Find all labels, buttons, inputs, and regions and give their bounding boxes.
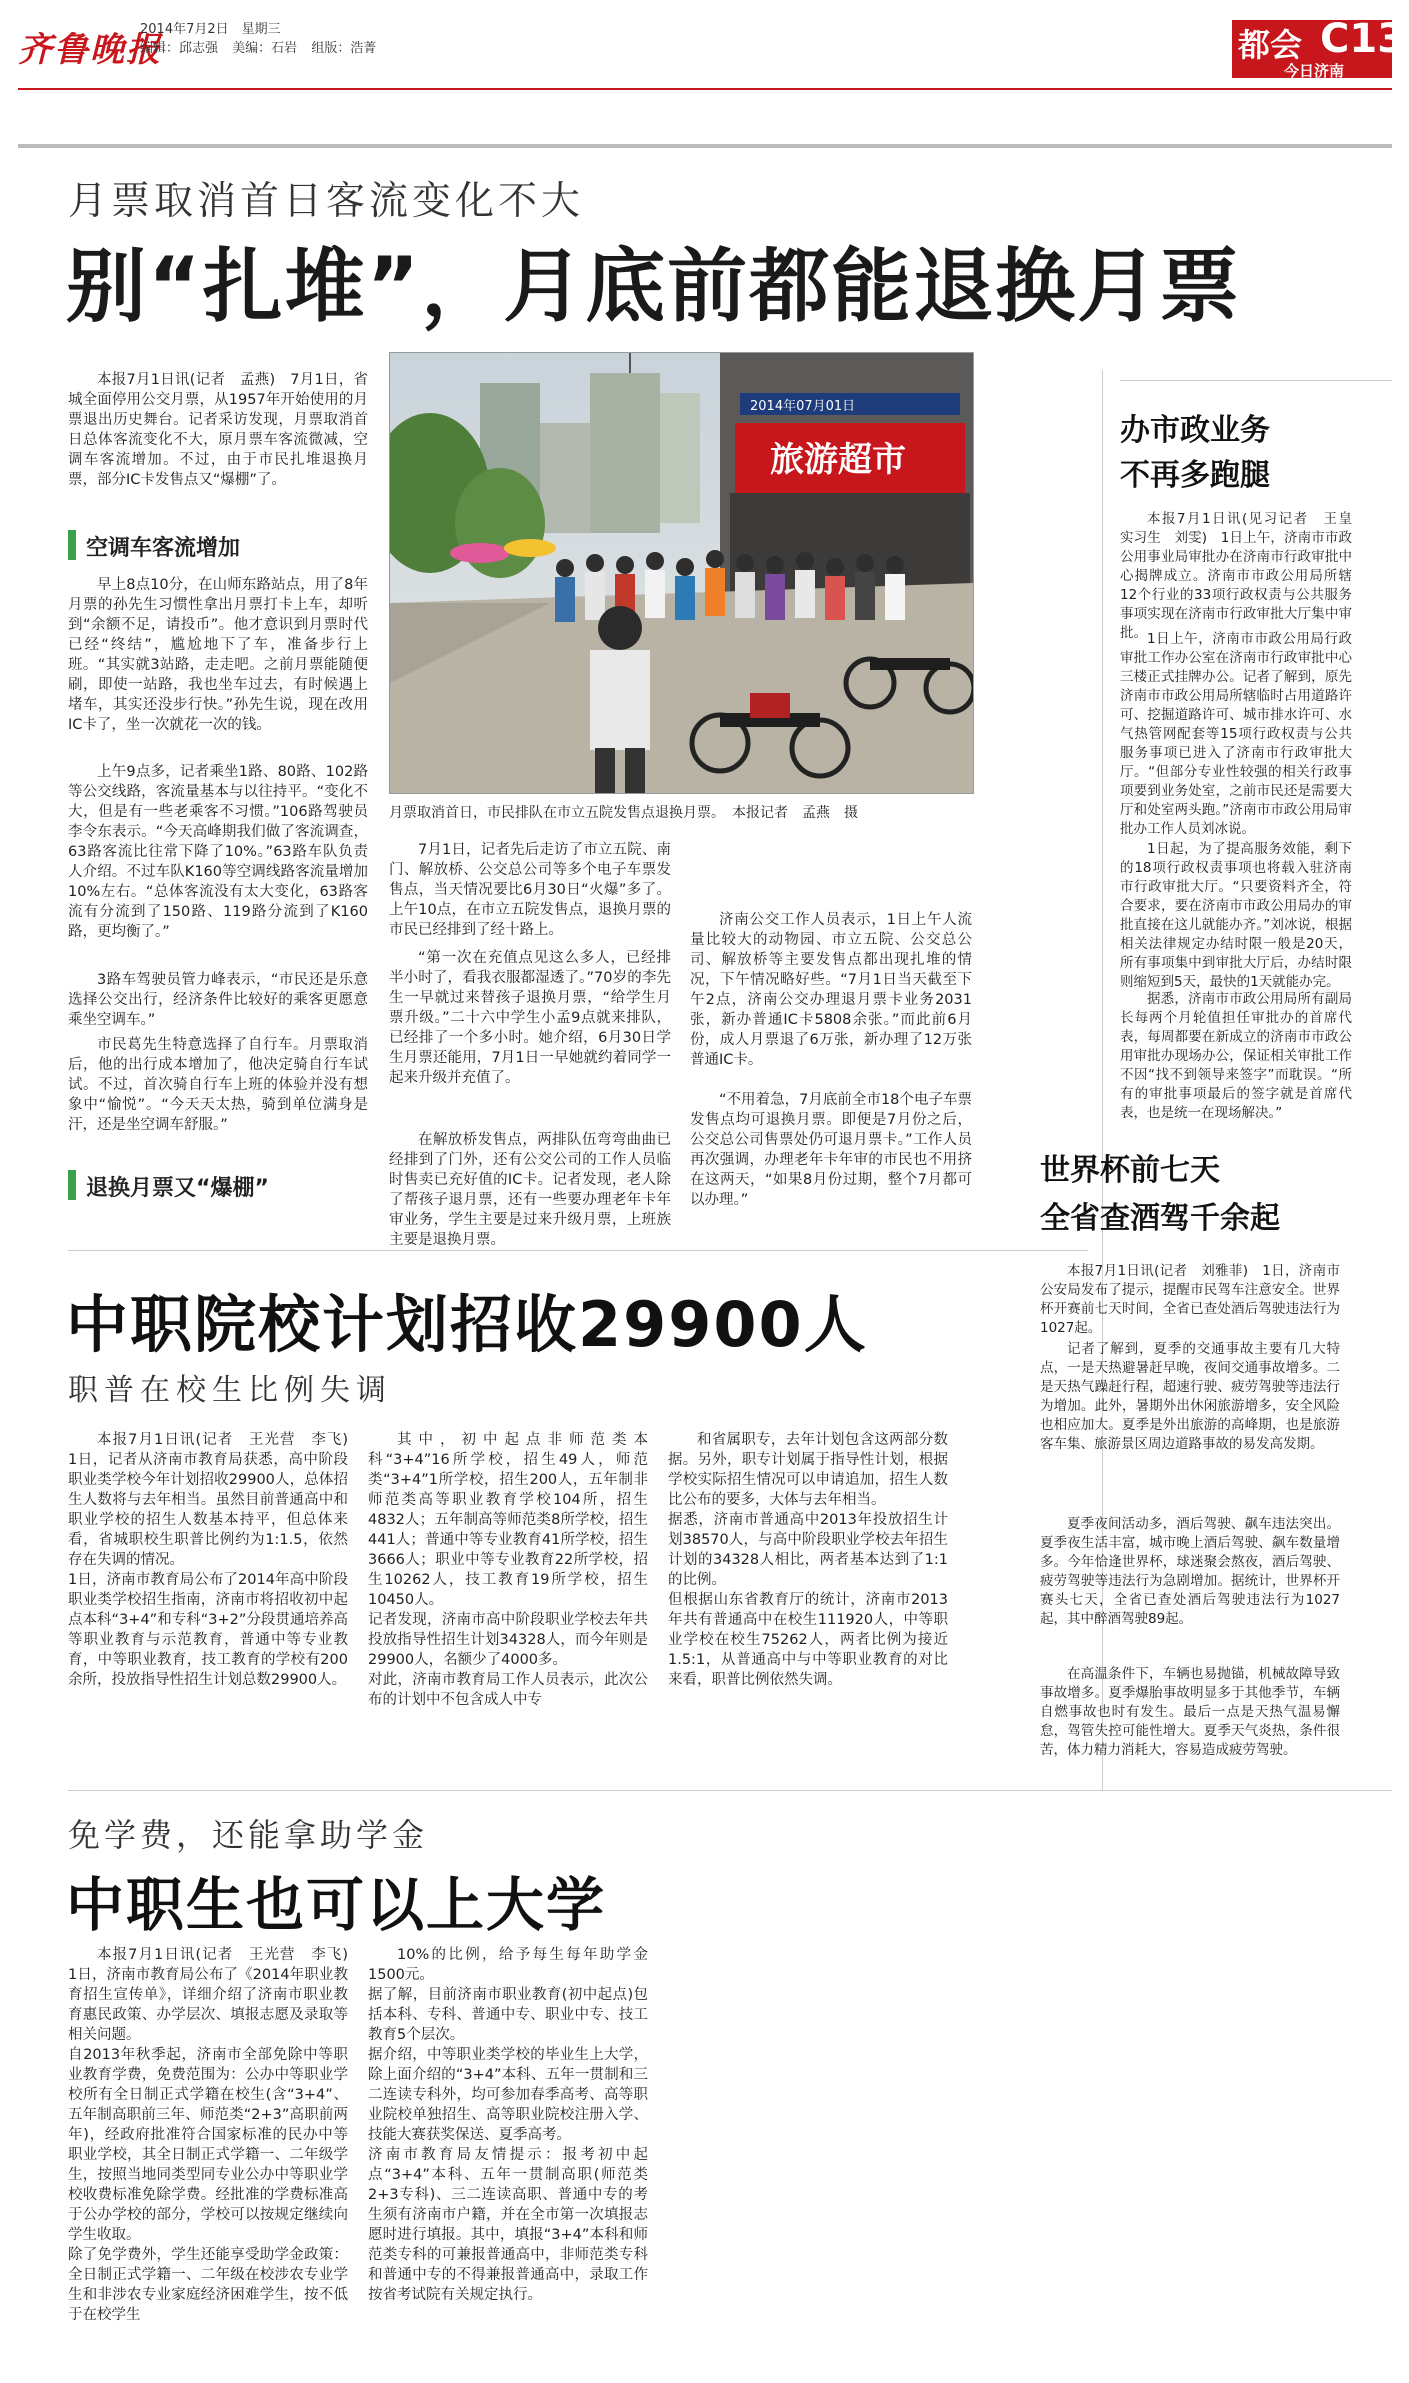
subhead-marker xyxy=(68,1170,76,1200)
side2-paragraph: 夏季夜间活动多，酒后驾驶、飙车违法突出。夏季夜生活丰富，城市晚上酒后驾驶、飙车数量增多。今年恰逢世界杯，球迷聚会熬夜，酒后驾驶、疲劳驾驶等违法行为急剧增加。据统计，世界杯开赛头七天，全省已查处酒后驾驶违法行为1027起，其中醉酒驾驶89起。 xyxy=(1040,1516,1340,1627)
queue-scene-illustration xyxy=(390,353,973,793)
side2-paragraph: 在高温条件下，车辆也易抛锚，机械故障导致事故增多。夏季爆胎事故明显多于其他季节，车辆自燃事故也时有发生。最后一点是天热气温易懈怠，驾管失控可能性增大。夏季天气炎热，条件很苦，体力精力消耗大，容易造成疲劳驾驶。 xyxy=(1040,1666,1340,1758)
lead-paragraph: 济南公交工作人员表示，1日上午人流量比较大的动物园、市立五院、公交总公司、解放桥等主要发售点都出现扎堆的情况，下午情况略好些。“7月1日当天截至下午2点，济南公交办理退月票卡业务2031张，新办普通IC卡5808余张。”而此前6月份，成人月票退了6万张，新办理了12万张普通IC卡。 xyxy=(690,912,972,1068)
art-credit: 美编：石岩 xyxy=(232,41,298,56)
story-divider xyxy=(68,1790,1392,1791)
lead-paragraph: 在解放桥发售点，两排队伍弯弯曲曲已经排到了门外，还有公交公司的工作人员临时售卖已充好值的IC卡。记者发现，老人除了帮孩子退月票，还有一些要办理老年卡年审业务，学生主要是过来升级月票，上班族主要是退换月票。 xyxy=(389,1132,671,1248)
editor-credit: 编辑：邱志强 xyxy=(140,41,219,56)
lead-paragraph: 7月1日，记者先后走访了市立五院、南门、解放桥、公交总公司等多个电子车票发售点，当天情况要比6月30日“火爆”多了。上午10点，在市立五院发售点，退换月票的市民已经排到了经十路上。 xyxy=(389,842,671,938)
lead-paragraph: “第一次在充值点见这么多人，已经排半小时了，看我衣服都湿透了。”70岁的李先生一早就过来替孩子退换月票，“给学生月票升级。”二十六中学生小孟9点就来排队，已经排了一个多小时。她介绍，6月30日学生月票还能用，7月1日一早她就约着同学一起来升级并充值了。 xyxy=(389,950,671,1086)
side2-paragraph: 记者了解到，夏季的交通事故主要有几大特点，一是天热避暑赶早晚，夜间交通事故增多。二是天热气躁赶行程，超速行驶、疲劳驾驶等违法行为增加。此外，暑期外出休闲旅游增多，安全风险也相应加大。夏季是外出旅游的高峰期，也是旅游客车集、旅游景区周边道路事故的易发高发期。 xyxy=(1040,1341,1340,1452)
side2-title-line2: 全省查酒驾千余起 xyxy=(1040,1201,1280,1236)
page-number: C13 xyxy=(1320,16,1406,62)
story-divider xyxy=(68,1250,1088,1251)
side1-title-line1: 办市政业务 xyxy=(1120,413,1270,448)
lead-kicker: 月票取消首日客流变化不大 xyxy=(68,179,585,224)
head-rule xyxy=(18,144,1392,148)
lead-headline: 别“扎堆”，月底前都能退换月票 xyxy=(66,240,1242,333)
issue-meta xyxy=(140,20,386,58)
lead-paragraph: “不用着急，7月底前全市18个电子车票发售点均可退换月票。即便是7月份之后，公交总公司售票处仍可退月票卡。”工作人员再次强调，办理老年卡年审的市民也不用挤在这两天，“如果8月份过期，整个7月都可以办理。” xyxy=(690,1092,972,1208)
lead-subhead-2: 退换月票又“爆棚” xyxy=(86,1176,269,1201)
photo-caption: 月票取消首日，市民排队在市立五院发售点退换月票。 本报记者 孟燕 摄 xyxy=(389,805,858,821)
side1-paragraph: 1日起，为了提高服务效能，剩下的18项行政权责事项也将载入驻济南市行政审批大厅。“只要资料齐全，符合要求，要在济南市市政公用局办的审批直接在这儿就能办齐。”刘冰说，根据相关法律规定办结时限一般是20天，所有事项集中到审批大厅后，办结时限则缩短到5天，最快的1天就能办完。 xyxy=(1120,841,1352,990)
side1-paragraph: 1日上午，济南市市政公用局行政审批工作办公室在济南市行政审批中心三楼正式挂牌办公。记者了解到，原先济南市市政公用局所辖临时占用道路许可、挖掘道路许可、城市排水许可、水气热管网配套等15项行政权责与公共服务事项已进入了济南市行政审批大厅。“但部分专业性较强的相关行政事项要到业务处室，之前市民还是需要大厅和处室两头跑。”济南市市政公用局审批办工作人员刘冰说。 xyxy=(1120,631,1352,837)
issue-date: 2014年7月2日 星期三 xyxy=(140,22,281,37)
side2-paragraph: 本报7月1日讯(记者 刘雅菲) 1日，济南市公安局发布了提示，提醒市民驾车注意安全。世界杯开赛前七天时间，全省已查处酒后驾驶违法行为1027起。 xyxy=(1040,1263,1340,1336)
newspaper-logo: 齐鲁晚报 xyxy=(18,30,162,70)
lead-intro: 本报7月1日讯(记者 孟燕) 7月1日，省城全面停用公交月票，从1957年开始使用的月票退出历史舞台。记者采访发现，月票取消首日总体客流变化不大，原月票车客流微减，空调车客流增加。不过，由于市民扎堆退换月票，部分IC卡发售点又“爆棚”了。 xyxy=(68,372,368,488)
lead-paragraph: 早上8点10分，在山师东路站点，用了8年月票的孙先生习惯性拿出月票打卡上车，却听到“余额不足，请投币”。他才意识到月票时代已经“终结”，尴尬地下了车，准备步行上班。“其实就3站路，走走吧。之前月票能随便刷，即使一站路，我也坐车过去，有时候遇上堵车，其实还没步行快。”孙先生说，现在改用IC卡了，坐一次就花一次的钱。 xyxy=(68,577,368,733)
bottom-kicker: 免学费，还能拿助学金 xyxy=(68,1816,429,1854)
mid-column: 其中，初中起点非师范类本科“3+4”16所学校，招生49人，师范类“3+4”1所学校，招生200人，五年制非师范类高等职业教育学校104所，招生4832人；五年制高等师范类8所学校，招生441人；普通中等专业教育41所学校，招生3666人；职业中等专业教育22所学校，招生10262人，技工教育19所学校，招生10450人。 记者发现，济南市高中阶段职业学校去年共投放指导性招生计划34328人，而今年则是29900人，名额少了4000多。 对此，济南市教育局工作人员表示，此次公布的计划中不包含成人中专 xyxy=(368,1432,648,1708)
subhead-marker xyxy=(68,530,76,560)
photo-store-sign: 旅游超市 xyxy=(770,440,906,480)
section-subtitle: 今日济南 xyxy=(1283,62,1344,80)
side1-paragraph: 据悉，济南市市政公用局所有副局长每两个月轮值担任审批办的首席代表，每周都要在新成立的济南市市政公用审批办现场办公，保证相关审批工作不因“找不到领导来签字”而耽误。“所有的审批事项最后的签字就是首席代表，也是统一在现场解决。” xyxy=(1120,991,1352,1121)
mid-column: 和省属职专，去年计划包含这两部分数据。另外，职专计划属于指导性计划，根据学校实际招生情况可以申请追加，招生人数比公布的要多，大体与去年相当。 据悉，济南市普通高中2013年投放招生计划38570人，与高中阶段职业学校去年招生计划的34328人相比，两者基本达到了1:1的比例。 但根据山东省教育厅的统计，济南市2013年共有普通高中在校生111920人，中等职业学校在校生75262人，两者比例为接近1.5:1，从普通高中与中等职业教育的对比来看，职普比例依然失调。 xyxy=(668,1432,948,1688)
side2-title-line1: 世界杯前七天 xyxy=(1040,1153,1220,1188)
side-divider xyxy=(1120,380,1392,381)
section-name: 都会 xyxy=(1238,26,1303,64)
staff-credits xyxy=(140,39,386,58)
photo-led-ticker: 2014年07月01日 xyxy=(750,399,856,414)
masthead-rule xyxy=(18,88,1392,90)
side1-title-line2: 不再多跑腿 xyxy=(1120,458,1270,493)
mid-headline: 中职院校计划招收29900人 xyxy=(66,1288,868,1361)
bottom-column: 10%的比例，给予每生每年助学金1500元。 据了解，目前济南市职业教育(初中起点)包括本科、专科、普通中专、职业中专、技工教育5个层次。 据介绍，中等职业类学校的毕业生上大学，除上面介绍的“3+4”本科、五年一贯制和三二连读专科外，均可参加春季高考、高等职业院校单独招生、高等职业院校注册入学、技能大赛获奖保送、夏季高考。 济南市教育局友情提示：报考初中起点“3+4”本科、五年一贯制高职(师范类2+3专科)、三二连读高职、普通中专的考生须有济南市户籍，并在全市第一次填报志愿时进行填报。其中，填报“3+4”本科和师范类专科的可兼报普通高中，非师范类专科和普通中专的不得兼报普通高中，录取工作按省考试院有关规定执行。 xyxy=(368,1947,648,2303)
layout-credit: 组版：浩菁 xyxy=(311,41,377,56)
side1-paragraph: 本报7月1日讯(见习记者 王皇 实习生 刘雯) 1日上午，济南市市政公用事业局审批办在济南市行政审批中心揭牌成立。济南市市政公用局所辖12个行业的33项行政权责与公共服务事项实现在济南市行政审批大厅集中审批。 xyxy=(1120,511,1366,641)
mid-column: 本报7月1日讯(记者 王光营 李飞) 1日，记者从济南市教育局获悉，高中阶段职业类学校今年计划招收29900人，总体招生人数将与去年相当。虽然目前普通高中和职业学校的招生人数基本持平，但总体来看，省城职校生职普比例约为1:1.5，依然存在失调的情况。 1日，济南市教育局公布了2014年高中阶段职业类学校招生指南，济南市将招收初中起点本科“3+4”和专科“3+2”分段贯通培养高等职业教育与示范教育，普通中等专业教育，中等职业教育，技工教育的学校有200余所，投放指导性招生计划总数29900人。 xyxy=(68,1432,348,1688)
news-photo xyxy=(389,352,974,794)
mid-subhead: 职普在校生比例失调 xyxy=(68,1373,392,1408)
lead-paragraph: 上午9点多，记者乘坐1路、80路、102路等公交线路，客流量基本与以往持平。“变化不大，但是有一些老乘客不习惯。”106路驾驶员李令东表示。“今天高峰期我们做了客流调查，63路客流比往常下降了10%。”63路车队负责人介绍。不过车队K160等空调线路客流量增加10%左右。“总体客流没有太大变化，63路客流有分流到了150路、119路分流到了K160路，更均衡了。” xyxy=(68,764,368,940)
bottom-headline: 中职生也可以上大学 xyxy=(66,1871,607,1939)
lead-subhead-1: 空调车客流增加 xyxy=(86,536,241,561)
bottom-column: 本报7月1日讯(记者 王光营 李飞) 1日，济南市教育局公布了《2014年职业教育招生宣传单》，详细介绍了济南市职业教育惠民政策、办学层次、填报志愿及录取等相关问题。 自2013年秋季起，济南市全部免除中等职业教育学费，免费范围为：公办中等职业学校所有全日制正式学籍在校生(含“3+4”、五年制高职前三年、师范类“2+3”高职前两年)，经政府批准符合国家标准的民办中等职业学校，其全日制正式学籍一、二年级学生，按照当地同类型同专业公办中等职业学校收费标准免除学费。经批准的学费标准高于公办学校的部分，学校可以按规定继续向学生收取。 除了免学费外，学生还能享受助学金政策：全日制正式学籍一、二年级在校涉农专业学生和非涉农专业家庭经济困难学生，按不低于在校学生 xyxy=(68,1947,348,2323)
lead-paragraph: 市民葛先生特意选择了自行车。月票取消后，他的出行成本增加了，他决定骑自行车试试。不过，首次骑自行车上班的体验并没有想象中“愉悦”。“今天天太热，骑到单位满身是汗，还是坐空调车舒服。” xyxy=(68,1037,368,1133)
lead-paragraph: 3路车驾驶员管力峰表示，“市民还是乐意选择公交出行，经济条件比较好的乘客更愿意乘坐空调车。” xyxy=(68,972,368,1028)
